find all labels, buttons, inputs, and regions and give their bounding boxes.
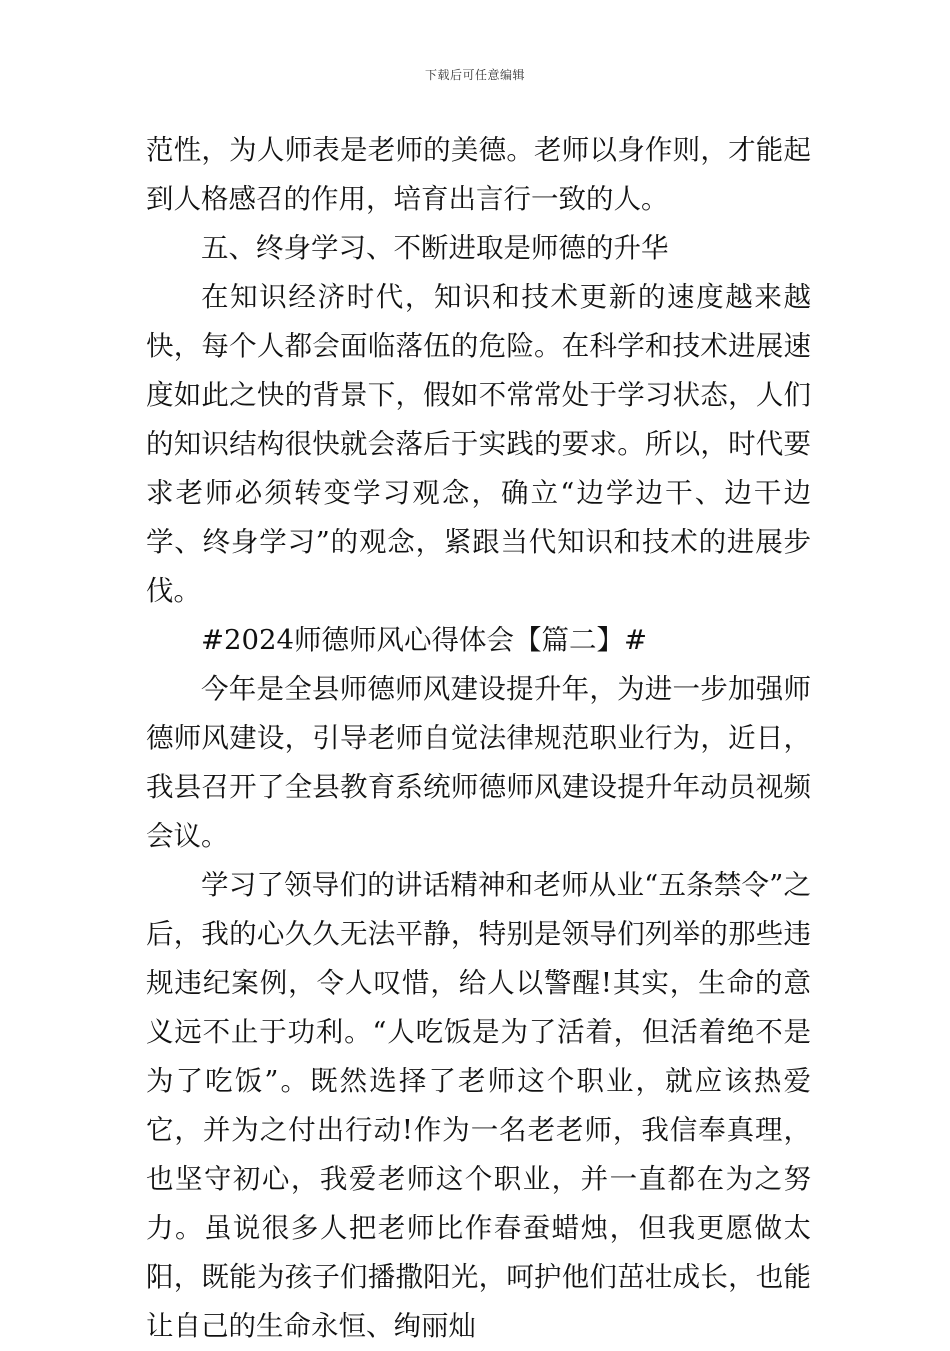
paragraph-county-meeting: 今年是全县师德师风建设提升年，为进一步加强师德师风建设，引导老师自觉法律规范职业行为，近日，我县召开了全县教育系统师德师风建设提升年动员视频会议。 bbox=[146, 673, 811, 852]
paragraph-reflection: 学习了领导们的讲话精神和老师从业“五条禁令”之后，我的心久久无法平静，特别是领导们列举的那些违规违纪案例，令人叹惜，给人以警醒!其实，生命的意义远不止于功利。“人吃饭是为了活着，但活着绝不是为了吃饭”。既然选择了老师这个职业，就应该热爱它，并为之付出行动!作为一名老老师，我信奉真理，也坚守初心，我爱老师这个职业，并一直都在为之努力。虽说很多人把老师比作春蚕蜡烛，但我更愿做太阳，既能为孩子们播撒阳光，呵护他们茁壮成长，也能让自己的生命永恒、绚丽灿 bbox=[146, 869, 811, 1342]
document-body bbox=[146, 126, 811, 1351]
page-header: 下载后可任意编辑 bbox=[424, 68, 525, 82]
section-heading-five: 五、终身学习、不断进取是师德的升华 bbox=[201, 232, 669, 264]
article-title-part-two: #2024师德师风心得体会【篇二】# bbox=[201, 624, 648, 656]
paragraph-continuation: 范性，为人师表是老师的美德。老师以身作则，才能起到人格感召的作用，培育出言行一致的人。 bbox=[146, 134, 811, 215]
paragraph-knowledge-economy: 在知识经济时代，知识和技术更新的速度越来越快，每个人都会面临落伍的危险。在科学和技术进展速度如此之快的背景下，假如不常常处于学习状态，人们的知识结构很快就会落后于实践的要求。所以，时代要求老师必须转变学习观念，确立“边学边干、边干边学、终身学习”的观念，紧跟当代知识和技术的进展步伐。 bbox=[146, 281, 811, 607]
